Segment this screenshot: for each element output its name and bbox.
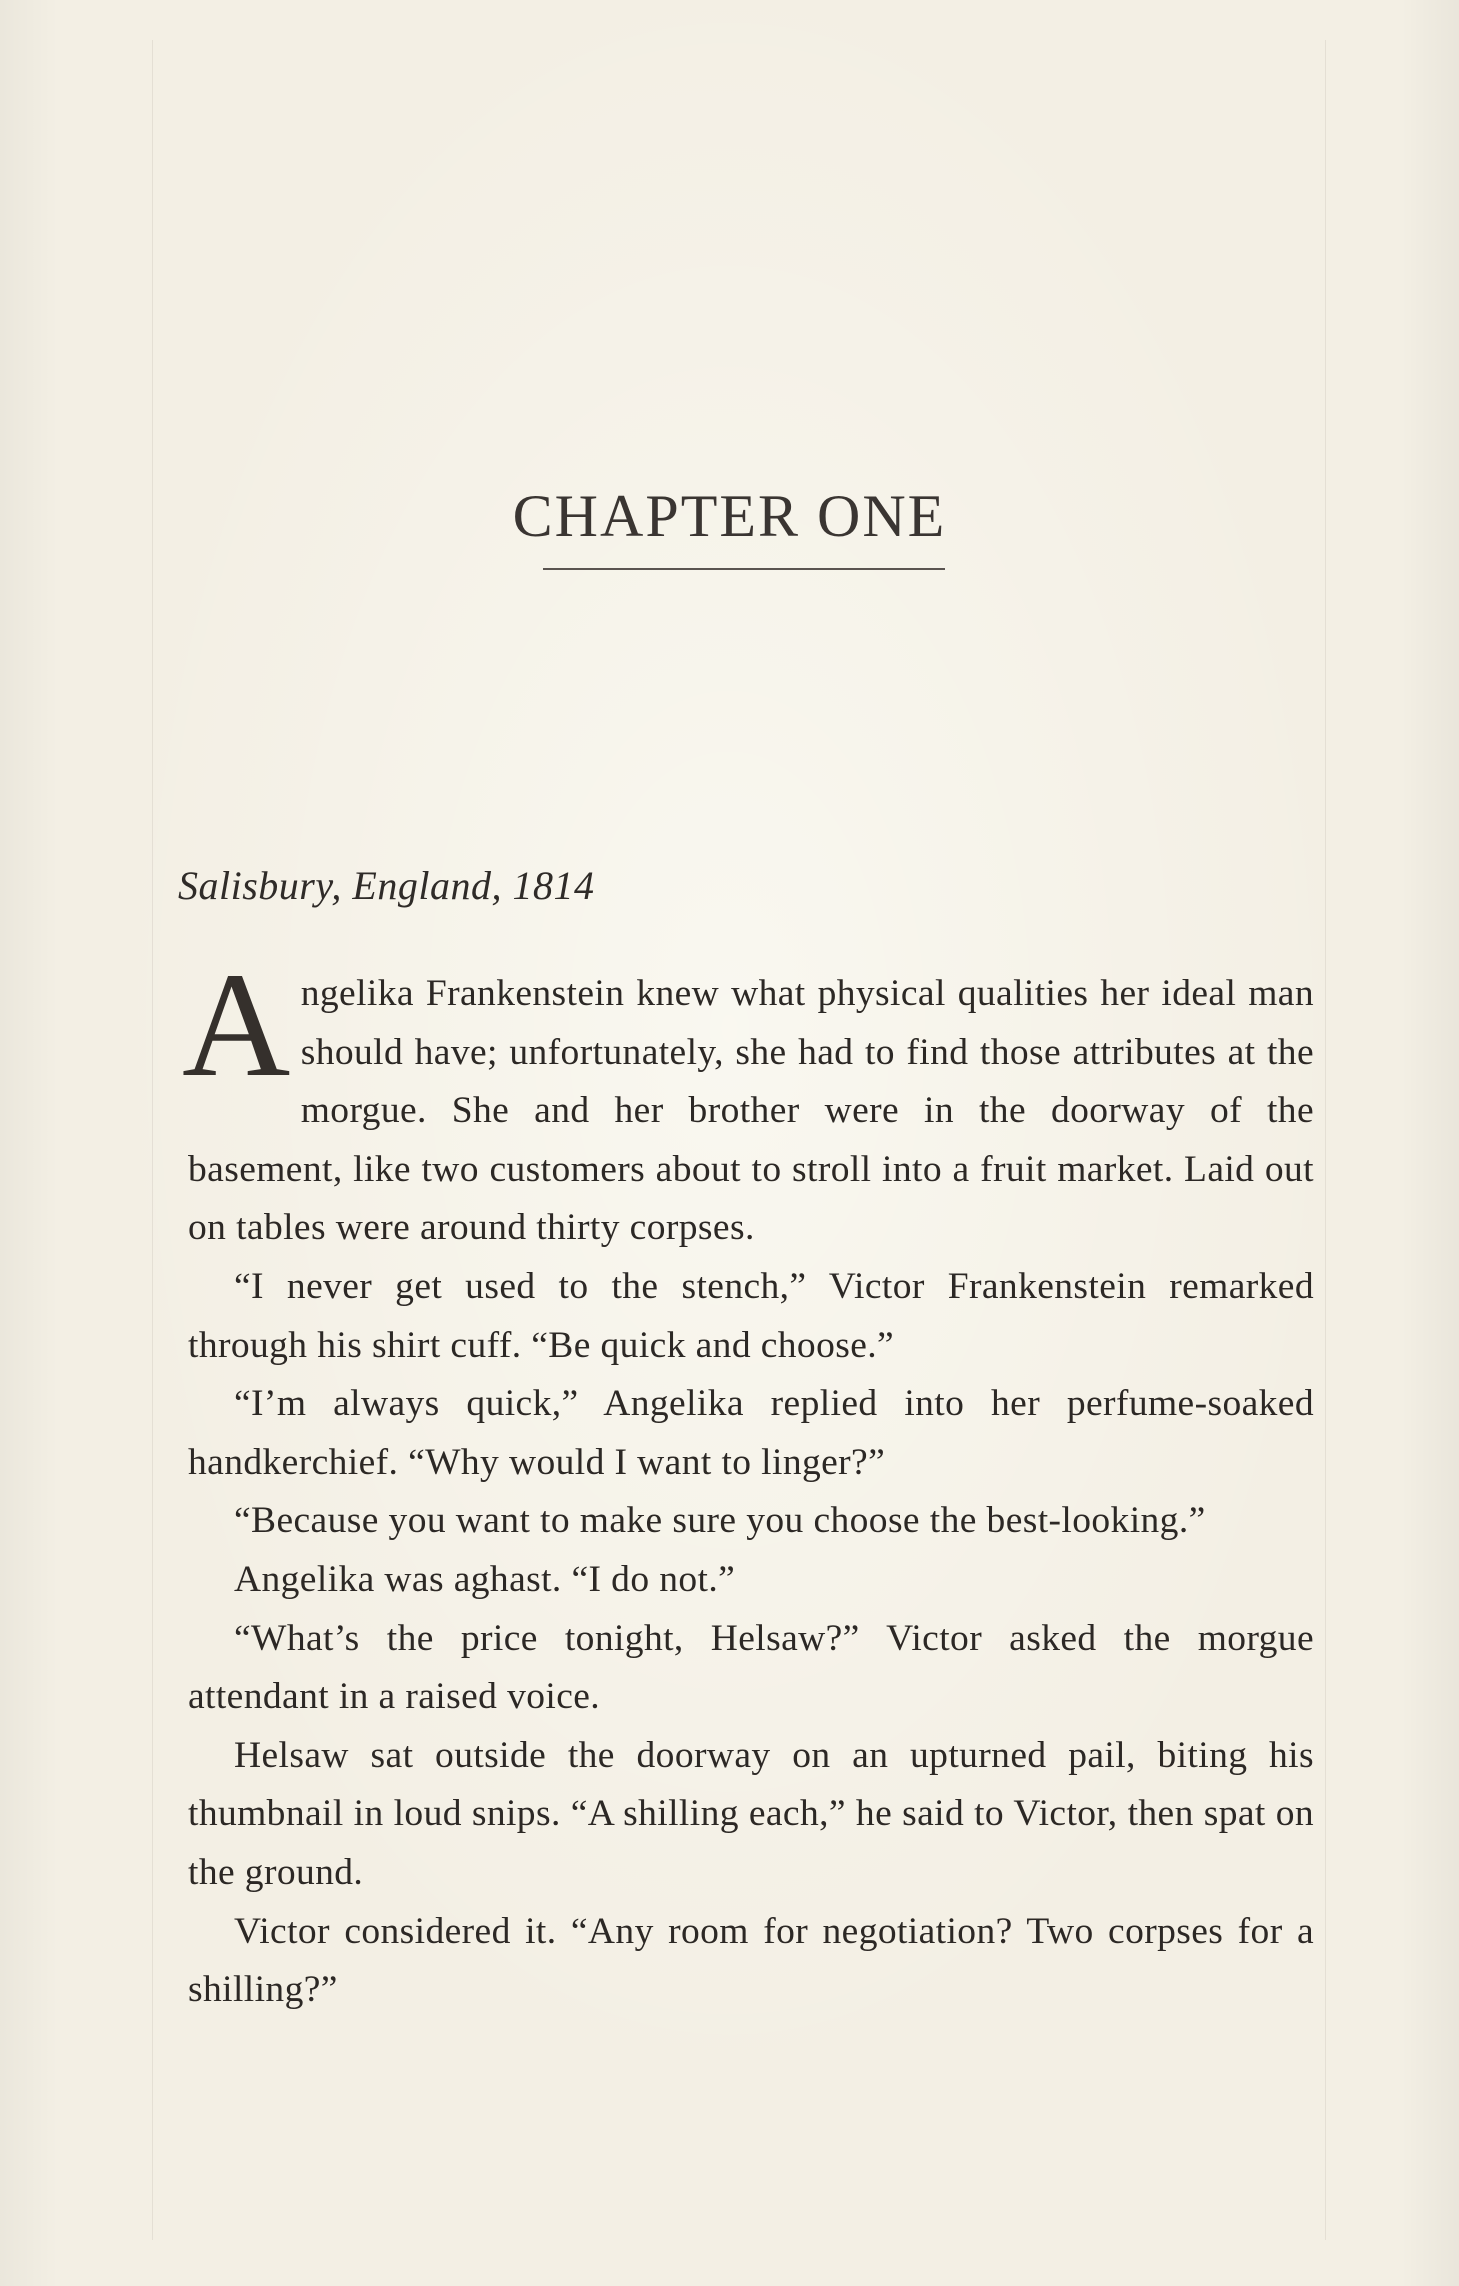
paragraph: “I’m always quick,” Angelika replied into her perfume-soaked handkerchief. “Why would I want to linger?” [188,1383,1314,1483]
paragraph [182,942,1314,1258]
chapter-body [182,942,1314,2020]
paragraph: Angelika was aghast. “I do not.” [234,1558,736,1600]
paragraph-text: ngelika Frankenstein knew what physical qualities her ideal man should have; unfortunately, she had to find those attributes at the morgue. She and her brother were in the doorway of the basement, like two customers about to stroll into a fruit market. Laid out on tables were around thirty corpses. [188,973,1314,1249]
page-crease [152,40,153,2240]
paragraph: Victor considered it. “Any room for negotiation? Two corpses for a shilling?” [188,1910,1314,2011]
paragraph: Helsaw sat outside the doorway on an upturned pail, biting his thumbnail in loud snips. “A shilling each,” he said to Victor, then spat on the ground. [188,1734,1314,1893]
dateline: Salisbury, England, 1814 [178,863,595,908]
chapter-title-underline [543,568,945,570]
paragraph: “I never get used to the stench,” Victor Frankenstein remarked through his shirt cuff. “Be quick and choose.” [188,1265,1314,1366]
page-crease [1325,40,1326,2240]
paragraph: “Because you want to make sure you choose the best-looking.” [234,1500,1206,1542]
chapter-title: CHAPTER ONE [512,483,947,549]
drop-cap: A [182,942,291,1108]
paragraph: “What’s the price tonight, Helsaw?” Victor asked the morgue attendant in a raised voice. [188,1617,1314,1718]
